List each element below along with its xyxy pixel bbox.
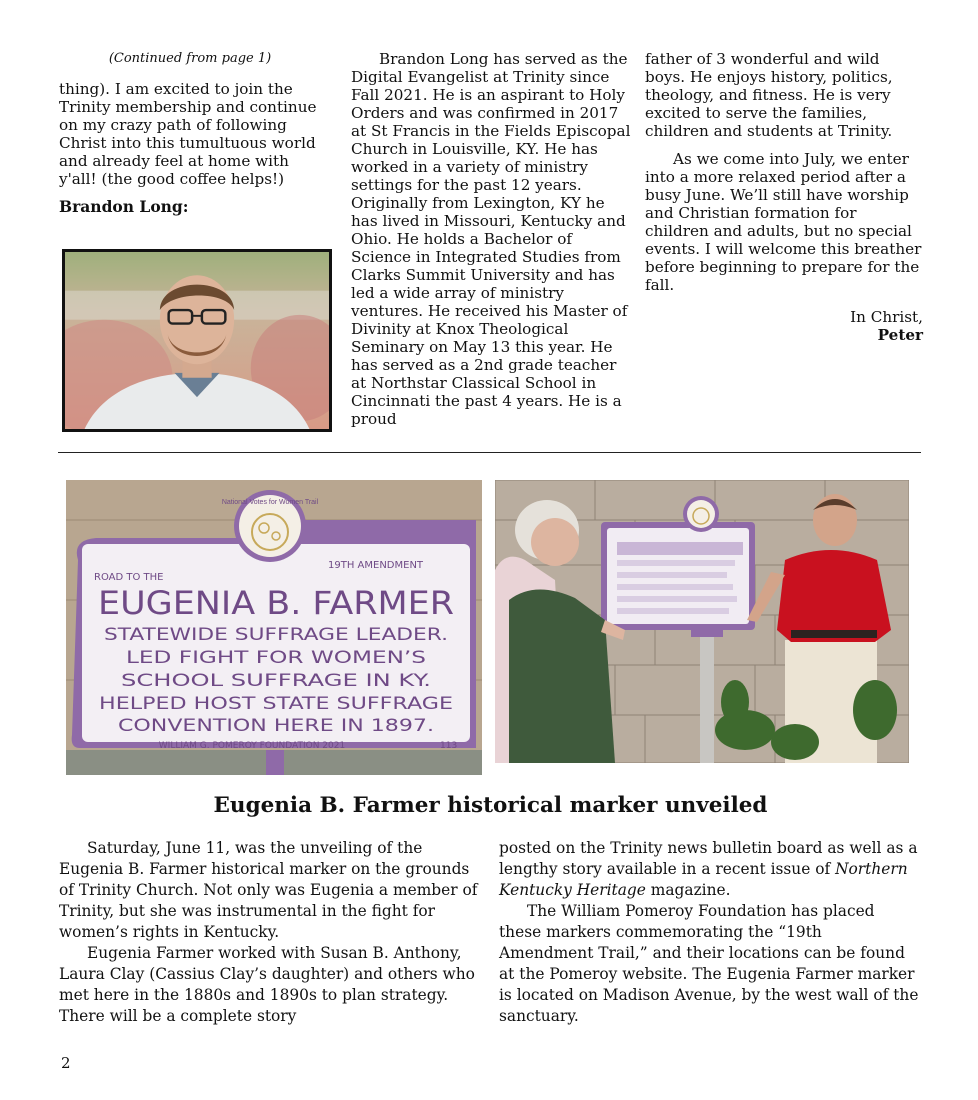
article-column-1	[59, 838, 484, 1027]
marker-line-3: SCHOOL SUFFRAGE IN KY.	[121, 671, 431, 691]
marker-sign-image	[66, 480, 482, 775]
marker-closeup-photo	[66, 480, 482, 775]
col1-paragraph: thing). I am excited to join the Trinity membership and continue on my crazy path of following Christ into this tumultuous world and already feel at home with y'all! (the good coffee helps!)	[59, 80, 317, 188]
page-number: 2	[61, 1054, 71, 1072]
article-column-2	[499, 838, 919, 1027]
brandon-long-photo	[62, 249, 332, 432]
marker-line-1: STATEWIDE SUFFRAGE LEADER.	[104, 625, 448, 645]
signature: Peter	[877, 326, 923, 344]
medallion-text: National Votes for Women Trail	[221, 499, 319, 506]
p3-text-before: posted on the Trinity news bulletin board as well as a lengthy story available in a recent issue of	[499, 839, 918, 878]
closing: In Christ,	[850, 308, 923, 326]
col3-paragraph-1: father of 3 wonderful and wild boys. He enjoys history, politics, theology, and fitness. He is very excited to serve the families, children and students at Trinity.	[645, 50, 893, 140]
unveiling-people-photo	[495, 480, 909, 763]
continued-note: (Continued from page 1)	[108, 51, 272, 66]
article-paragraph-3	[499, 838, 919, 901]
marker-line-5: CONVENTION HERE IN 1897.	[118, 716, 434, 736]
col2-paragraph: Brandon Long has served as the Digital Evangelist at Trinity since Fall 2021. He is an aspirant to Holy Orders and was confirmed in 2017 at St Francis in the Fields Episcopal Church in Louisville, KY. He has worked in a variety of ministry settings for the past 12 years. Originally from Lexington, KY he has lived in Missouri, Kentucky and Ohio. He holds a Bachelor of Science in Integrated Studies from Clarks Summit University and has led a wide array of ministry ventures. He received his Master of Divinity at Knox Theological Seminary on May 13 this year. He has served as a 2nd grade teacher at Northstar Classical School in Cincinnati the past 4 years. He is a proud	[351, 50, 631, 428]
article-paragraph-4: The William Pomeroy Foundation has placed these markers commemorating the “19th Amendment Trail,” and their locations can be found at the Pomeroy website. The Eugenia Farmer marker is located on Madison Avenue, by the west wall of the sanctuary.	[499, 902, 919, 1025]
marker-line-2: LED FIGHT FOR WOMEN’S	[126, 648, 426, 668]
marker-name-text: EUGENIA B. FARMER	[98, 584, 454, 622]
marker-road-text: ROAD TO THE	[94, 572, 164, 583]
p3-text-after: magazine.	[645, 881, 731, 899]
article-paragraph-1: Saturday, June 11, was the unveiling of the Eugenia B. Farmer historical marker on the grounds of Trinity Church. Not only was Eugenia a member of Trinity, but she was instrumental in the fight for women’s rights in Kentucky.	[59, 839, 478, 941]
column-1	[59, 50, 321, 216]
portrait-image	[65, 252, 329, 429]
article-headline: Eugenia B. Farmer historical marker unveiled	[213, 793, 768, 818]
marker-number-text: 113	[440, 741, 458, 751]
byline: Brandon Long:	[59, 197, 189, 216]
section-divider	[58, 452, 921, 453]
col3-paragraph-2: As we come into July, we enter into a more relaxed period after a busy June. We’ll still have worship and Christian formation for children and adults, but no special events. I will welcome this breather before beginning to prepare for the fall.	[645, 150, 922, 294]
unveiling-scene-image	[495, 480, 909, 763]
magazine-title: Northern Kentucky Heritage	[499, 860, 908, 899]
column-2	[351, 50, 631, 428]
marker-amendment-text: 19TH AMENDMENT	[328, 560, 424, 571]
column-3	[645, 50, 923, 344]
marker-foundation-text: WILLIAM G. POMEROY FOUNDATION 2021	[158, 741, 346, 751]
marker-line-4: HELPED HOST STATE SUFFRAGE	[99, 694, 453, 714]
article-paragraph-2: Eugenia Farmer worked with Susan B. Anthony, Laura Clay (Cassius Clay’s daughter) and others who met here in the 1880s and 1890s to plan strategy. There will be a complete story	[59, 944, 475, 1025]
